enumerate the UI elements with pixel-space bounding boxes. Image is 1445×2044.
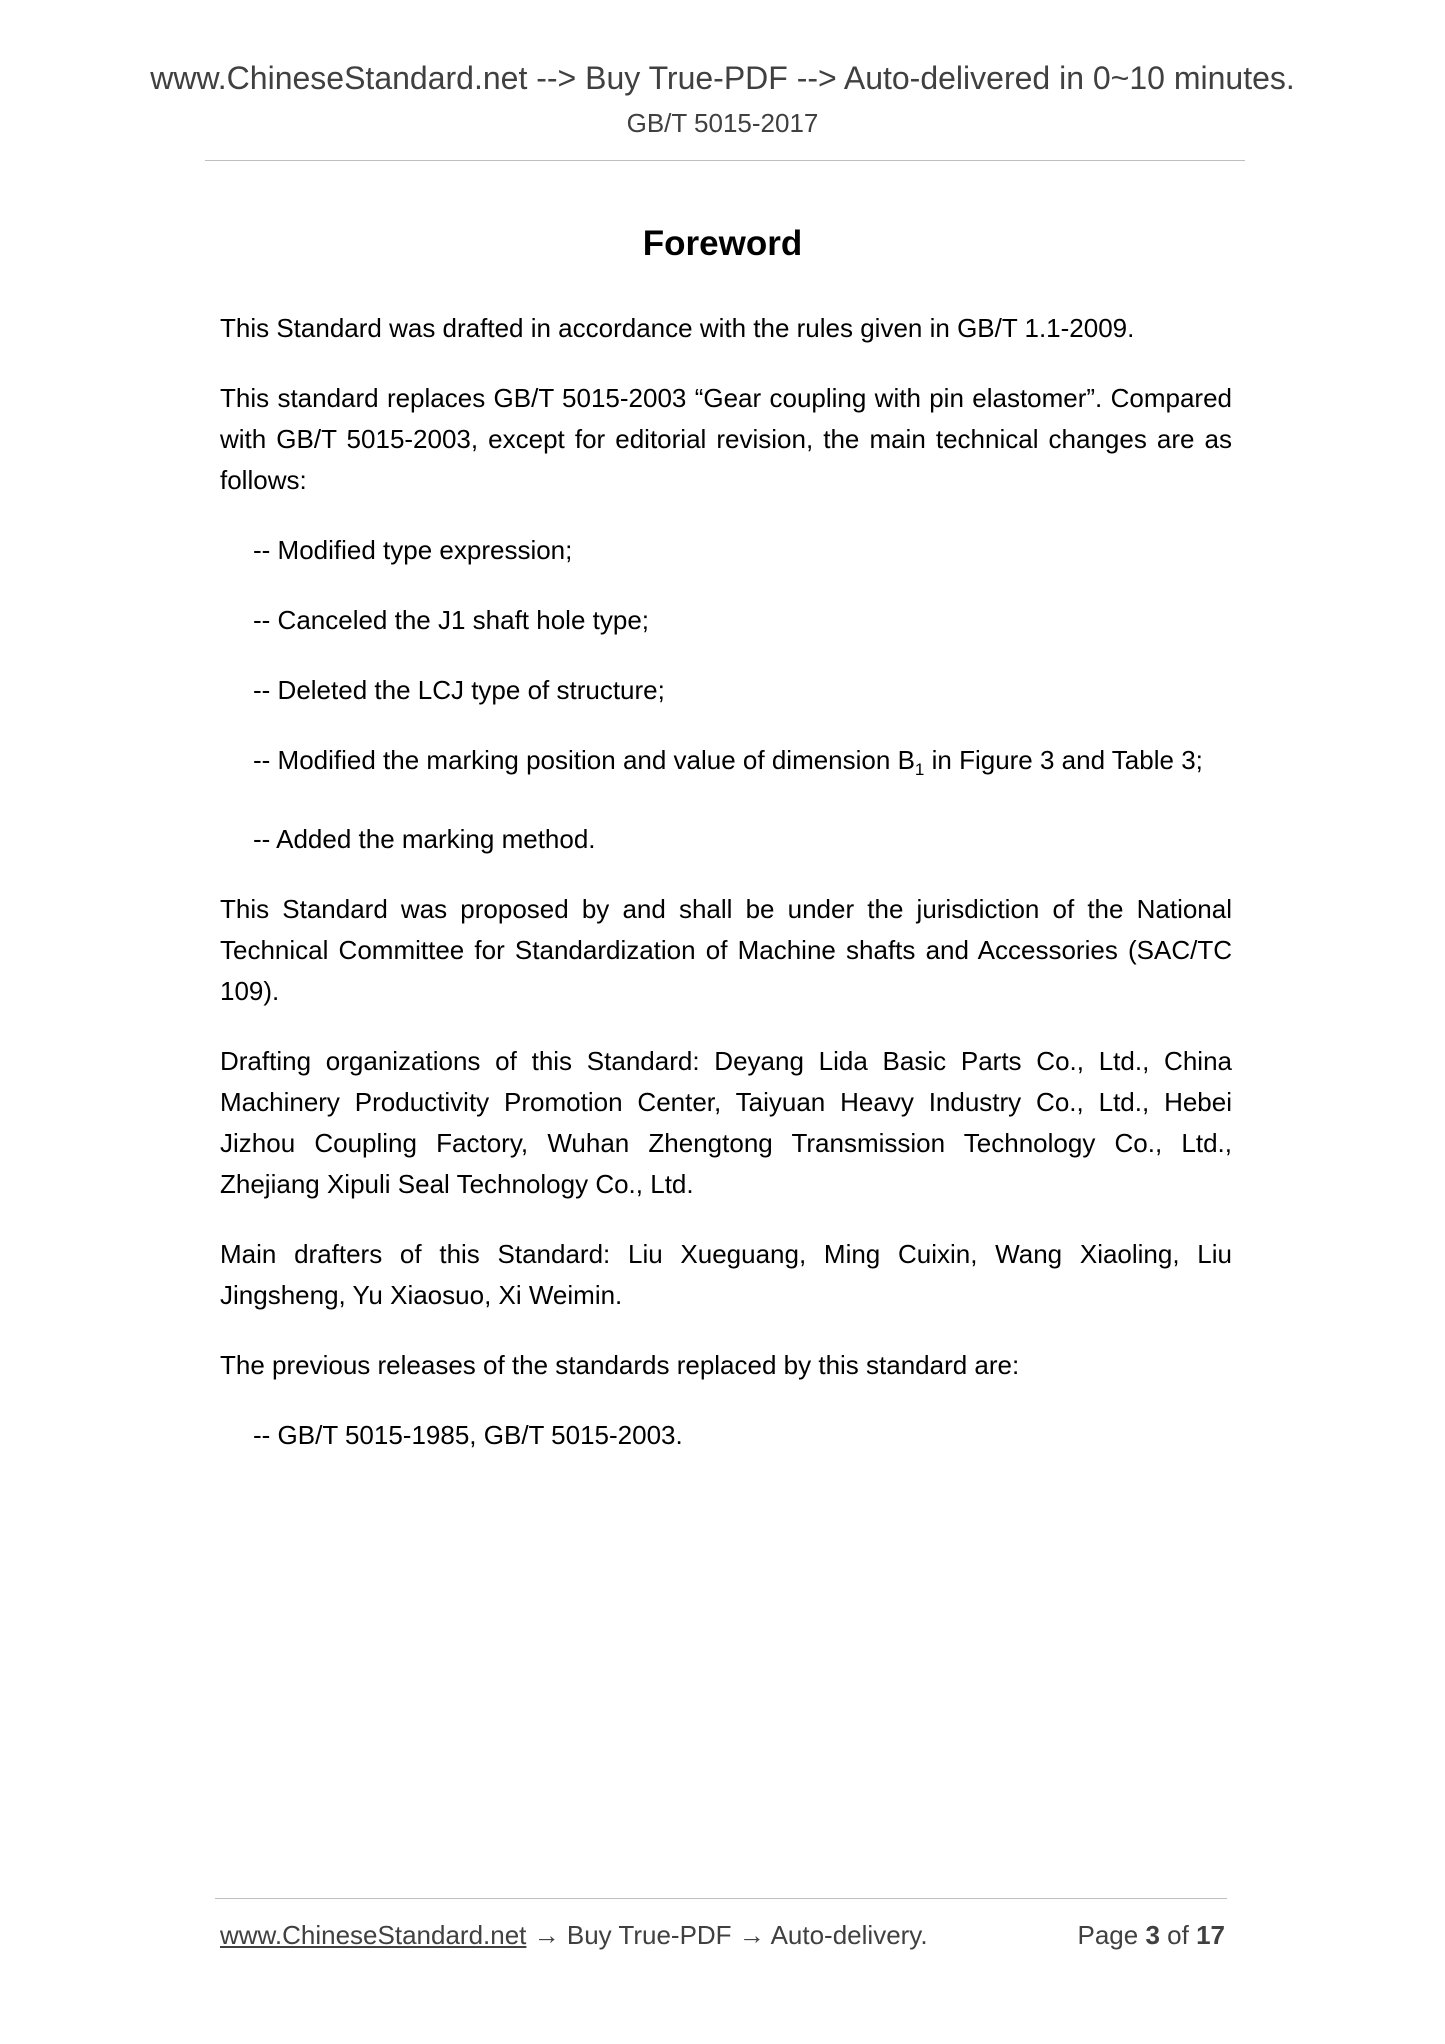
- footer-tagline: → Buy True-PDF → Auto-delivery.: [526, 1920, 928, 1950]
- top-banner: www.ChineseStandard.net --> Buy True-PDF --> Auto-delivered in 0~10 minutes.: [150, 60, 1295, 96]
- change-item: -- Canceled the J1 shaft hole type;: [253, 605, 650, 635]
- document-code: GB/T 5015-2017: [626, 108, 819, 138]
- change-item: -- Added the marking method.: [253, 824, 596, 855]
- change-item: -- Modified type expression;: [253, 535, 573, 565]
- page-title: Foreword: [642, 224, 803, 263]
- change-item: [253, 740, 1232, 790]
- page-of: of: [1167, 1920, 1189, 1950]
- paragraph-previous-releases: The previous releases of the standards replaced by this standard are:: [220, 1350, 1020, 1381]
- change-item-text: in Figure 3 and Table 3;: [924, 745, 1203, 775]
- page-number: [1077, 1918, 1225, 1952]
- page-label: Page: [1077, 1920, 1139, 1950]
- footer-website-link[interactable]: www.ChineseStandard.net: [220, 1920, 527, 1950]
- page-total: 17: [1196, 1920, 1225, 1950]
- page-current: 3: [1145, 1920, 1160, 1950]
- change-item-text: -- Modified the marking position and value of dimension B: [253, 745, 915, 775]
- paragraph-proposed-by: This Standard was proposed by and shall be under the jurisdiction of the National Technical Committee for Standardization of Machine shafts and Accessories (SAC/TC 109).: [220, 894, 1232, 1007]
- subscript: 1: [914, 760, 925, 780]
- header-divider: [205, 160, 1245, 161]
- foreword-body: [220, 308, 1232, 1485]
- paragraph-main-drafters: Main drafters of this Standard: Liu Xueguang, Ming Cuixin, Wang Xiaoling, Liu Jingsheng, Yu Xiaosuo, Xi Weimin.: [220, 1239, 1232, 1311]
- paragraph-replaces: This standard replaces GB/T 5015-2003 “Gear coupling with pin elastomer”. Compared with GB/T 5015-2003, except for editorial revision, the main technical changes are as follows:: [220, 383, 1232, 495]
- previous-releases-item: -- GB/T 5015-1985, GB/T 5015-2003.: [253, 1420, 683, 1451]
- paragraph-drafting-organizations: Drafting organizations of this Standard: Deyang Lida Basic Parts Co., Ltd., China Machinery Productivity Promotion Center, Taiyuan Heavy Industry Co., Ltd., Hebei Jizhou Coupling Factory, Wuhan Zhengtong Transmission Technology Co., Ltd., Zhejiang Xipuli Seal Technology Co., Ltd.: [220, 1046, 1232, 1200]
- footer: [220, 1918, 1225, 1952]
- change-item: -- Deleted the LCJ type of structure;: [253, 675, 665, 705]
- paragraph-drafting-rules: This Standard was drafted in accordance with the rules given in GB/T 1.1-2009.: [220, 313, 1135, 343]
- footer-divider: [215, 1898, 1227, 1899]
